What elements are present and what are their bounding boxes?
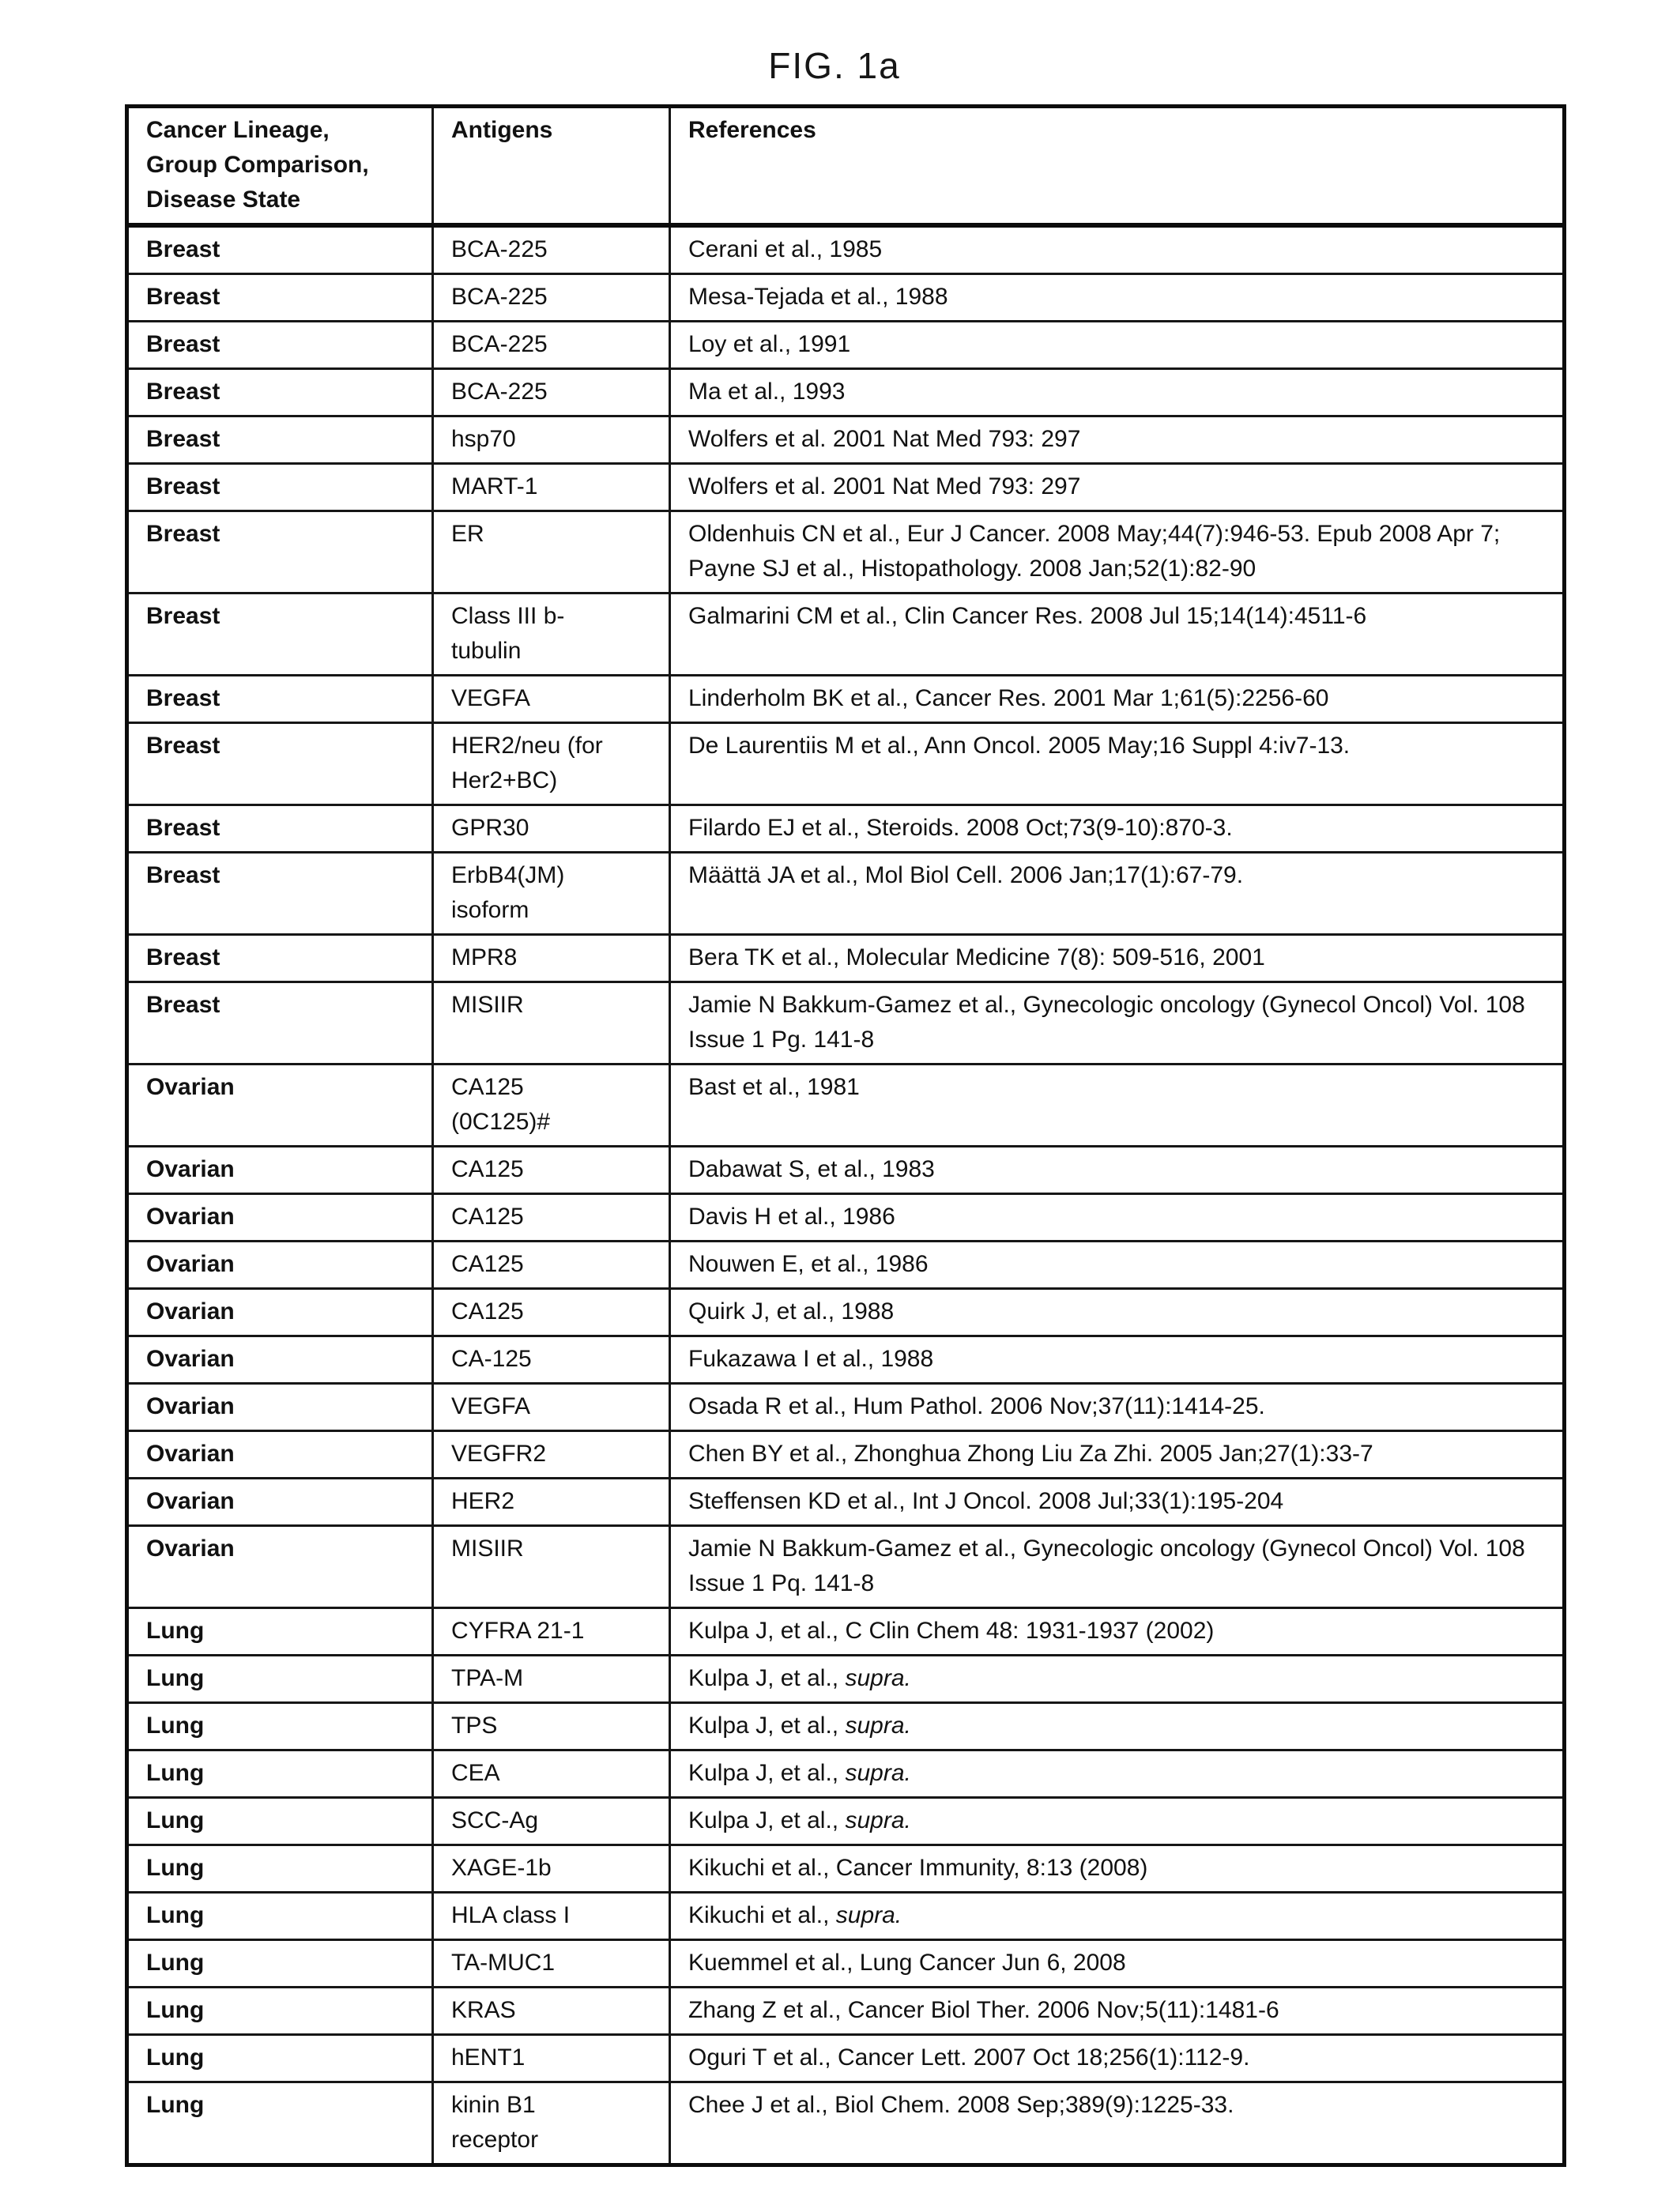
antigen-cell: MISIIR [433, 1526, 670, 1608]
reference-cell [670, 416, 1565, 464]
antigen-cell: ER [433, 511, 670, 594]
lineage-cell: Breast [127, 723, 433, 805]
lineage-cell: Ovarian [127, 1384, 433, 1431]
reference-cell [670, 1750, 1565, 1798]
reference-text: Ma et al., 1993 [688, 379, 846, 405]
reference-cell [670, 322, 1565, 369]
reference-text: Steffensen KD et al., Int J Oncol. 2008 Jul;33(1):195-204 [688, 1488, 1284, 1514]
reference-text: Kulpa J, et al., [688, 1807, 846, 1833]
reference-text: Linderholm BK et al., Cancer Res. 2001 Mar 1;61(5):2256-60 [688, 685, 1329, 711]
antigen-cell: XAGE-1b [433, 1845, 670, 1893]
reference-text: Kulpa J, et al., C Clin Chem 48: 1931-1937 (2002) [688, 1618, 1215, 1644]
col-header-cancer-lineage: Cancer Lineage, Group Comparison, Disease State [127, 107, 433, 226]
lineage-cell: Ovarian [127, 1336, 433, 1384]
table-row [127, 1384, 1565, 1431]
lineage-cell: Lung [127, 1845, 433, 1893]
reference-text: Jamie N Bakkum-Gamez et al., Gynecologic oncology (Gynecol Oncol) Vol. 108 Issue 1 Pq. 141-8 [688, 1536, 1525, 1596]
lineage-cell: Ovarian [127, 1242, 433, 1289]
antigen-cell: HLA class I [433, 1893, 670, 1940]
antigen-cell: BCA-225 [433, 369, 670, 416]
reference-text: Davis H et al., 1986 [688, 1204, 895, 1230]
table-row [127, 1750, 1565, 1798]
table-row [127, 1479, 1565, 1526]
table-row [127, 274, 1565, 322]
reference-text: Loy et al., 1991 [688, 331, 851, 357]
lineage-cell: Ovarian [127, 1194, 433, 1242]
reference-text: Wolfers et al. 2001 Nat Med 793: 297 [688, 473, 1081, 499]
reference-cell [670, 935, 1565, 982]
antigen-cell: GPR30 [433, 805, 670, 853]
reference-cell [670, 1384, 1565, 1431]
figure-title: FIG. 1a [768, 45, 901, 86]
lineage-cell: Lung [127, 1750, 433, 1798]
lineage-cell: Breast [127, 464, 433, 511]
antigen-cell: hsp70 [433, 416, 670, 464]
antigen-cell: KRAS [433, 1988, 670, 2035]
reference-text-italic: supra. [845, 1665, 911, 1691]
reference-text: Zhang Z et al., Cancer Biol Ther. 2006 Nov;5(11):1481-6 [688, 1997, 1279, 2023]
reference-cell [670, 1336, 1565, 1384]
table-row [127, 982, 1565, 1065]
antigen-cell: HER2 [433, 1479, 670, 1526]
table-row [127, 1336, 1565, 1384]
lineage-cell: Ovarian [127, 1289, 433, 1336]
reference-cell [670, 594, 1565, 676]
reference-cell [670, 1526, 1565, 1608]
antigen-cell: ErbB4(JM) isoform [433, 853, 670, 935]
col-header-antigens: Antigens [433, 107, 670, 226]
table-row [127, 1147, 1565, 1194]
antigen-cell: CA125 [433, 1242, 670, 1289]
reference-text: Jamie N Bakkum-Gamez et al., Gynecologic oncology (Gynecol Oncol) Vol. 108 Issue 1 Pg. 141-8 [688, 992, 1525, 1053]
reference-text: Oguri T et al., Cancer Lett. 2007 Oct 18;256(1):112-9. [688, 2044, 1250, 2071]
antigen-cell: CA125 [433, 1194, 670, 1242]
reference-cell [670, 1608, 1565, 1656]
reference-text: Dabawat S, et al., 1983 [688, 1156, 935, 1182]
reference-cell [670, 982, 1565, 1065]
antigen-cell: CA125 [433, 1147, 670, 1194]
lineage-cell: Breast [127, 369, 433, 416]
reference-text: Chen BY et al., Zhonghua Zhong Liu Za Zhi. 2005 Jan;27(1):33-7 [688, 1441, 1373, 1467]
reference-text-italic: supra. [845, 1807, 911, 1833]
lineage-cell: Ovarian [127, 1065, 433, 1147]
reference-text-italic: supra. [845, 1713, 911, 1739]
lineage-cell: Lung [127, 1988, 433, 2035]
reference-text: Chee J et al., Biol Chem. 2008 Sep;389(9):1225-33. [688, 2092, 1234, 2118]
reference-text: Bast et al., 1981 [688, 1074, 860, 1100]
reference-cell [670, 225, 1565, 274]
reference-cell [670, 1940, 1565, 1988]
table-row [127, 1526, 1565, 1608]
antigen-cell: CEA [433, 1750, 670, 1798]
reference-text: Osada R et al., Hum Pathol. 2006 Nov;37(11):1414-25. [688, 1393, 1265, 1419]
antigen-cell: TPS [433, 1703, 670, 1750]
lineage-cell: Breast [127, 322, 433, 369]
reference-cell [670, 853, 1565, 935]
reference-cell [670, 1845, 1565, 1893]
antigen-cell: BCA-225 [433, 322, 670, 369]
reference-text: Nouwen E, et al., 1986 [688, 1251, 929, 1277]
table-row [127, 1940, 1565, 1988]
table-row [127, 1988, 1565, 2035]
table-row [127, 1656, 1565, 1703]
table-row [127, 1289, 1565, 1336]
reference-cell [670, 1289, 1565, 1336]
reference-text: Kulpa J, et al., [688, 1713, 846, 1739]
table-row [127, 2082, 1565, 2165]
lineage-cell: Breast [127, 676, 433, 723]
table-row [127, 723, 1565, 805]
antigen-cell: VEGFR2 [433, 1431, 670, 1479]
lineage-cell: Ovarian [127, 1479, 433, 1526]
lineage-cell: Lung [127, 1703, 433, 1750]
reference-cell [670, 723, 1565, 805]
antigen-cell: MISIIR [433, 982, 670, 1065]
reference-text: Cerani et al., 1985 [688, 236, 883, 262]
antigen-cell: kinin B1 receptor [433, 2082, 670, 2165]
antigen-cell: BCA-225 [433, 225, 670, 274]
table-row [127, 1065, 1565, 1147]
antigen-cell: VEGFA [433, 676, 670, 723]
reference-text: Galmarini CM et al., Clin Cancer Res. 2008 Jul 15;14(14):4511-6 [688, 603, 1367, 629]
reference-cell [670, 1893, 1565, 1940]
reference-text: Quirk J, et al., 1988 [688, 1298, 895, 1325]
reference-cell [670, 464, 1565, 511]
reference-cell [670, 2035, 1565, 2082]
lineage-cell: Breast [127, 225, 433, 274]
reference-text: Oldenhuis CN et al., Eur J Cancer. 2008 May;44(7):946-53. Epub 2008 Apr 7; Payne SJ et al., Histopathology. 2008 Jan;52(1):82-90 [688, 521, 1501, 582]
antigen-cell: Class III b-tubulin [433, 594, 670, 676]
table-row [127, 416, 1565, 464]
reference-text: Kuemmel et al., Lung Cancer Jun 6, 2008 [688, 1950, 1126, 1976]
reference-text: Kulpa J, et al., [688, 1760, 846, 1786]
reference-cell [670, 274, 1565, 322]
reference-cell [670, 1242, 1565, 1289]
reference-text: Filardo EJ et al., Steroids. 2008 Oct;73(9-10):870-3. [688, 815, 1233, 841]
reference-cell [670, 1479, 1565, 1526]
antigen-cell: TA-MUC1 [433, 1940, 670, 1988]
antigen-reference-table [125, 104, 1566, 2167]
lineage-cell: Breast [127, 511, 433, 594]
lineage-cell: Breast [127, 416, 433, 464]
reference-cell [670, 369, 1565, 416]
reference-cell [670, 1194, 1565, 1242]
reference-cell [670, 1656, 1565, 1703]
table-row [127, 1608, 1565, 1656]
lineage-cell: Lung [127, 1608, 433, 1656]
table-row [127, 1893, 1565, 1940]
reference-text: Kikuchi et al., [688, 1902, 836, 1928]
lineage-cell: Breast [127, 274, 433, 322]
reference-cell [670, 805, 1565, 853]
reference-cell [670, 1988, 1565, 2035]
antigen-cell: BCA-225 [433, 274, 670, 322]
antigen-cell: CA125 [433, 1289, 670, 1336]
antigen-cell: CA125 (0C125)# [433, 1065, 670, 1147]
antigen-cell: hENT1 [433, 2035, 670, 2082]
table-row [127, 935, 1565, 982]
antigen-cell: MPR8 [433, 935, 670, 982]
table-row [127, 225, 1565, 274]
reference-cell [670, 1798, 1565, 1845]
lineage-cell: Lung [127, 1893, 433, 1940]
reference-text: Määttä JA et al., Mol Biol Cell. 2006 Jan;17(1):67-79. [688, 862, 1244, 888]
table-row [127, 805, 1565, 853]
lineage-cell: Lung [127, 1656, 433, 1703]
antigen-cell: CA-125 [433, 1336, 670, 1384]
table-row [127, 511, 1565, 594]
table-row [127, 1194, 1565, 1242]
header-row [127, 107, 1565, 226]
lineage-cell: Breast [127, 594, 433, 676]
table-row [127, 369, 1565, 416]
antigen-cell: SCC-Ag [433, 1798, 670, 1845]
table-row [127, 1798, 1565, 1845]
reference-cell [670, 676, 1565, 723]
lineage-cell: Breast [127, 853, 433, 935]
table-row [127, 1703, 1565, 1750]
table-row [127, 1845, 1565, 1893]
table-row [127, 2035, 1565, 2082]
lineage-cell: Ovarian [127, 1147, 433, 1194]
lineage-cell: Ovarian [127, 1526, 433, 1608]
antigen-cell: HER2/neu (for Her2+BC) [433, 723, 670, 805]
reference-text-italic: supra. [845, 1760, 911, 1786]
lineage-cell: Ovarian [127, 1431, 433, 1479]
table-row [127, 1242, 1565, 1289]
antigen-cell: CYFRA 21-1 [433, 1608, 670, 1656]
reference-text: Fukazawa I et al., 1988 [688, 1346, 934, 1372]
lineage-cell: Lung [127, 1798, 433, 1845]
lineage-cell: Breast [127, 935, 433, 982]
reference-text: Wolfers et al. 2001 Nat Med 793: 297 [688, 426, 1081, 452]
antigen-cell: TPA-M [433, 1656, 670, 1703]
lineage-cell: Breast [127, 982, 433, 1065]
reference-cell [670, 511, 1565, 594]
antigen-cell: VEGFA [433, 1384, 670, 1431]
lineage-cell: Breast [127, 805, 433, 853]
reference-text: Kikuchi et al., Cancer Immunity, 8:13 (2008) [688, 1855, 1148, 1881]
table-row [127, 676, 1565, 723]
table-body [127, 225, 1565, 2165]
table-row [127, 594, 1565, 676]
reference-text: Kulpa J, et al., [688, 1665, 846, 1691]
col-header-references: References [670, 107, 1565, 226]
table-row [127, 322, 1565, 369]
reference-cell [670, 1431, 1565, 1479]
table-row [127, 464, 1565, 511]
lineage-cell: Lung [127, 2082, 433, 2165]
reference-cell [670, 1065, 1565, 1147]
reference-cell [670, 2082, 1565, 2165]
reference-text: Bera TK et al., Molecular Medicine 7(8): 509-516, 2001 [688, 944, 1265, 970]
reference-cell [670, 1147, 1565, 1194]
antigen-cell: MART-1 [433, 464, 670, 511]
table-header [127, 107, 1565, 226]
reference-text-italic: supra. [835, 1902, 902, 1928]
reference-cell [670, 1703, 1565, 1750]
table-row [127, 853, 1565, 935]
reference-text: De Laurentiis M et al., Ann Oncol. 2005 May;16 Suppl 4:iv7-13. [688, 733, 1351, 759]
lineage-cell: Lung [127, 1940, 433, 1988]
table-row [127, 1431, 1565, 1479]
reference-text: Mesa-Tejada et al., 1988 [688, 284, 948, 310]
lineage-cell: Lung [127, 2035, 433, 2082]
